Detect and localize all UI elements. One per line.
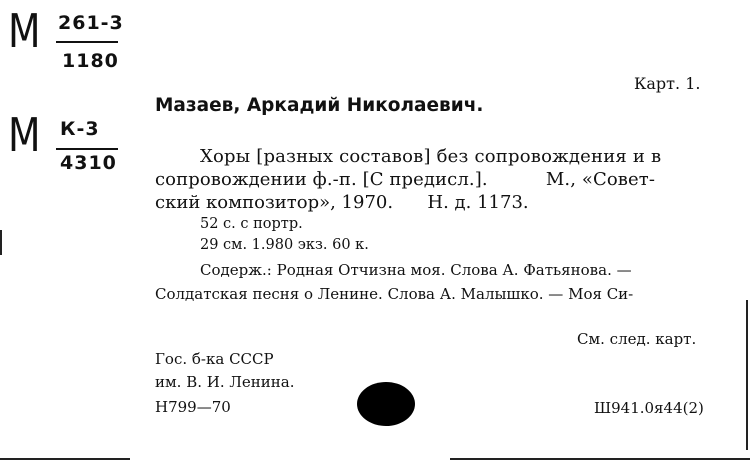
library-line-3: Н799—70 [155,398,231,416]
card-bottom-edge-left [0,458,130,460]
library-line-2: им. В. И. Ленина. [155,373,295,391]
author-heading: Мазаев, Аркадий Николаевич. [155,95,484,116]
shelfmark-letter-1: М [8,4,41,58]
library-line-1: Гос. б-ка СССР [155,350,274,368]
card-left-edge [0,230,2,255]
continued-note: См. след. карт. [577,330,697,348]
physical-pages: 52 с. с портр. [200,216,303,232]
punch-hole [357,382,415,426]
shelfmark-rule-1 [56,41,118,43]
card-bottom-edge-right [450,458,750,460]
title-line-3: ский композитор», 1970. Н. д. 1173. [155,192,529,213]
shelfmark-number-2: К-3 [60,118,100,140]
title-line-2: сопровождении ф.-п. [С предисл.]. М., «Совет- [155,169,655,190]
contents-line-1: Содерж.: Родная Отчизна моя. Слова А. Фатьянова. — [200,261,632,279]
contents-line-2: Солдатская песня о Ленине. Слова А. Малышко. — Моя Си- [155,285,634,303]
title-line-1: Хоры [разных составов] без сопровождения и в [200,146,662,167]
shelfmark-sub-2: 4310 [60,152,117,174]
shelfmark-sub-1: 1180 [62,50,119,72]
shelfmark-letter-2: М [8,108,41,162]
shelfmark-number-1: 261-3 [58,12,124,34]
card-right-edge [746,300,748,450]
physical-size: 29 см. 1.980 экз. 60 к. [200,237,369,253]
card-number: Карт. 1. [634,74,701,93]
classification: Ш941.0я44(2) [594,399,704,417]
shelfmark-rule-2 [56,148,118,150]
